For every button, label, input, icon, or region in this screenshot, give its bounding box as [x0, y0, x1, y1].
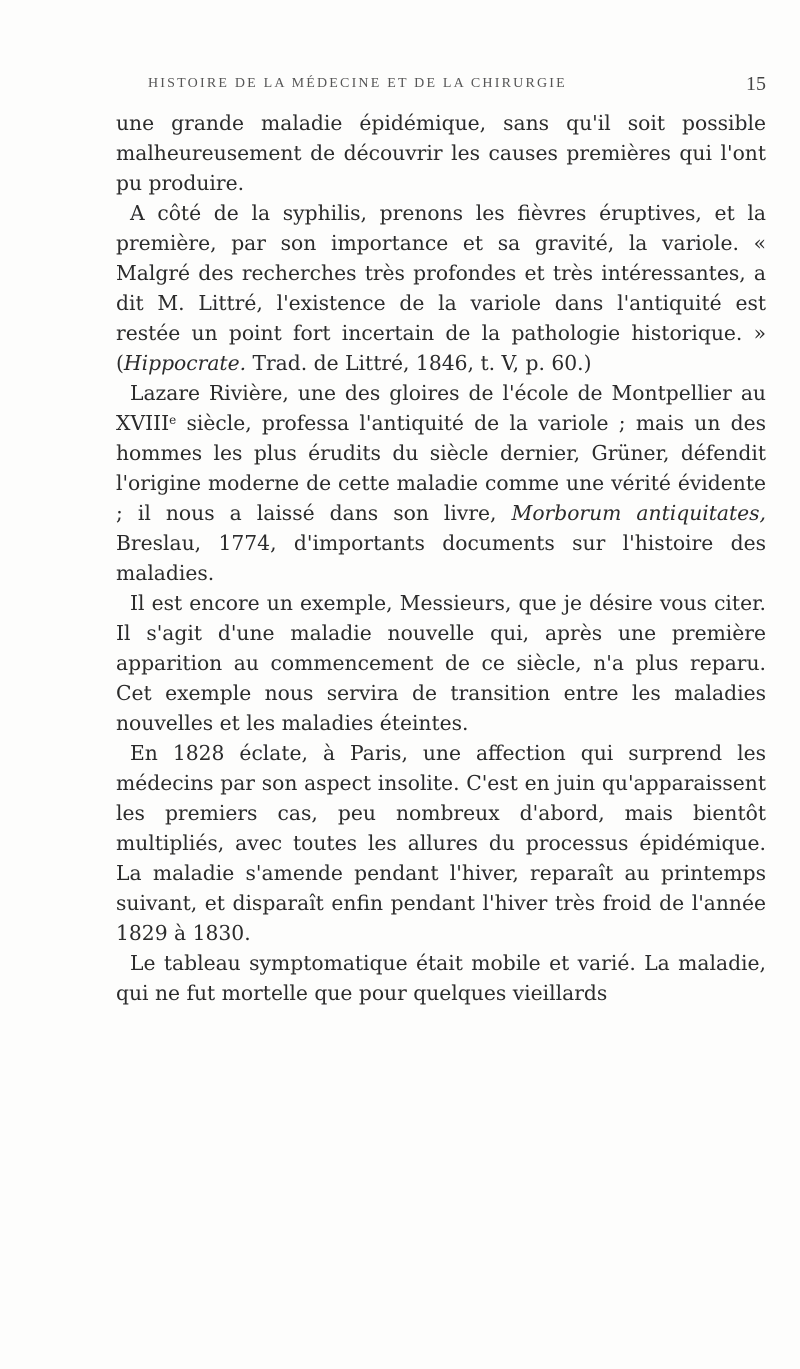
body-text: [116, 108, 766, 1008]
paragraph-1-text: une grande maladie épidémique, sans qu'il soit possible malheureusement de découvrir les causes premières qui l'ont pu produire.: [116, 111, 766, 195]
paragraph-3-text-a: Lazare Rivière, une des gloires de l'école de Montpellier au XVIII: [116, 381, 766, 435]
paragraph-5: [116, 738, 766, 948]
page-number: 15: [746, 73, 766, 95]
paragraph-6-text: Le tableau symptomatique était mobile et varié. La maladie, qui ne fut mortelle que pour quelques vieillards: [116, 951, 766, 1005]
paragraph-4-text: Il est encore un exemple, Messieurs, que je désire vous citer. Il s'agit d'une maladie nouvelle qui, après une première apparition au commencement de ce siècle, n'a plus reparu. Cet exemple nous servira de transition entre les maladies nouvelles et les maladies éteintes.: [116, 591, 766, 735]
paragraph-2: [116, 198, 766, 378]
citation-title: Hippocrate.: [123, 351, 247, 375]
paragraph-3-text-c: Breslau, 1774, d'importants documents sur l'histoire des maladies.: [116, 531, 766, 585]
paragraph-5-text: En 1828 éclate, à Paris, une affection qui surprend les médecins par son aspect insolite. C'est en juin qu'apparaissent les premiers cas, peu nombreux d'abord, mais bientôt multipliés, avec toutes les allures du processus épidémique. La maladie s'amende pendant l'hiver, reparaît au printemps suivant, et disparaît enfin pendant l'hiver très froid de l'année 1829 à 1830.: [116, 741, 766, 945]
paragraph-3-text-b: siècle, professa l'antiquité de la variole ; mais un des hommes les plus érudits du siècle dernier, Grüner, défendit l'origine moderne de cette maladie comme une vérité évidente ; il nous a laissé dans son livre,: [116, 411, 766, 525]
paragraph-1: [116, 108, 766, 198]
paragraph-3: [116, 378, 766, 588]
book-title: Morborum antiquitates,: [511, 501, 766, 525]
paragraph-4: [116, 588, 766, 738]
paragraph-2-text: A côté de la syphilis, prenons les fièvres éruptives, et la première, par son importance et sa gravité, la variole. « Malgré des recherches très profondes et très intéressantes, a dit M. Littré, l'existence de la variole dans l'antiquité est restée un point fort incertain de la pathologie historique. » (: [116, 201, 766, 375]
running-head: [116, 73, 766, 100]
century-superscript: e: [169, 413, 177, 427]
paragraph-6: [116, 948, 766, 1008]
paragraph-2-end: Trad. de Littré, 1846, t. V, p. 60.): [246, 351, 592, 375]
running-title: HISTOIRE DE LA MÉDECINE ET DE LA CHIRURGIE: [148, 76, 567, 91]
